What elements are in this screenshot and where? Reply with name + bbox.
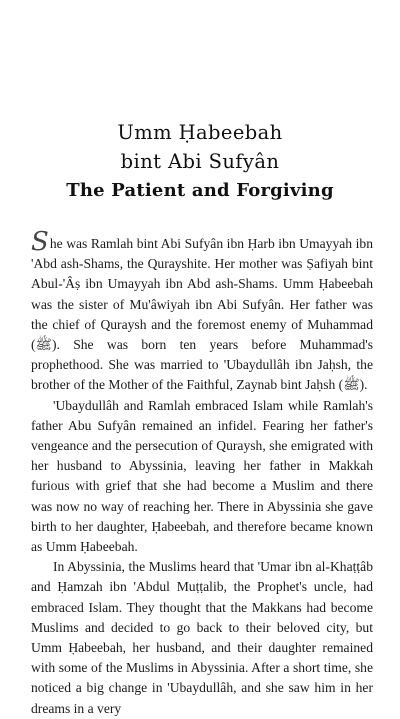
title-line-1: Umm Ḥabeebah — [117, 121, 283, 144]
drop-cap: S — [31, 227, 49, 257]
chapter-body — [31, 227, 373, 719]
title-line-2: bint Abi Sufyân — [120, 150, 280, 173]
paragraph-1-text: he was Ramlah bint Abi Sufyân ibn Ḥarb ibn Umayyah ibn 'Abd ash-Shams, the Qurayshite. Her mother was Ṣafiyah bint Abul-'Âṣ ibn Umayyah ibn Abd ash-Shams. Umm Ḥabeebah was the sister of Mu'âwiyah ibn Abi Sufyân. Her father was the chief of Quraysh and the foremost enemy of Muhammad (ﷺ). She was born ten years before Muhammad's prophethood. She was married to 'Ubaydullâh ibn Jaḥsh, the brother of the Mother of the Faithful, Zaynab bint Jaḥsh (ﷺ). — [31, 236, 373, 393]
paragraph-1 — [31, 227, 373, 396]
paragraph-3: In Abyssinia, the Muslims heard that 'Umar ibn al-Khaṭṭâb and Ḥamzah ibn 'Abdul Muṭṭalib, the Prophet's uncle, had embraced Islam. They thought that the Makkans had become Muslims and decided to go back to their beloved city, but Umm Ḥabeebah, her husband, and their daughter remained with some of the Muslims in Abyssinia. After a short time, she noticed a big change in 'Ubaydullâh, and she saw him in her dreams in a very — [31, 559, 373, 716]
paragraph-2: 'Ubaydullâh and Ramlah embraced Islam while Ramlah's father Abu Sufyân remained an infidel. Fearing her father's vengeance and the persecution of Quraysh, she emigrated with her husband to Abyssinia, leaving her father in Makkah furious with grief that she had become a Muslim and there was now no way of reaching her. There in Abyssinia she gave birth to her daughter, Ḥabeebah, and therefore became known as Umm Ḥabeebah. — [31, 397, 373, 555]
chapter-title — [0, 118, 400, 205]
chapter-subtitle: The Patient and Forgiving — [66, 180, 334, 201]
